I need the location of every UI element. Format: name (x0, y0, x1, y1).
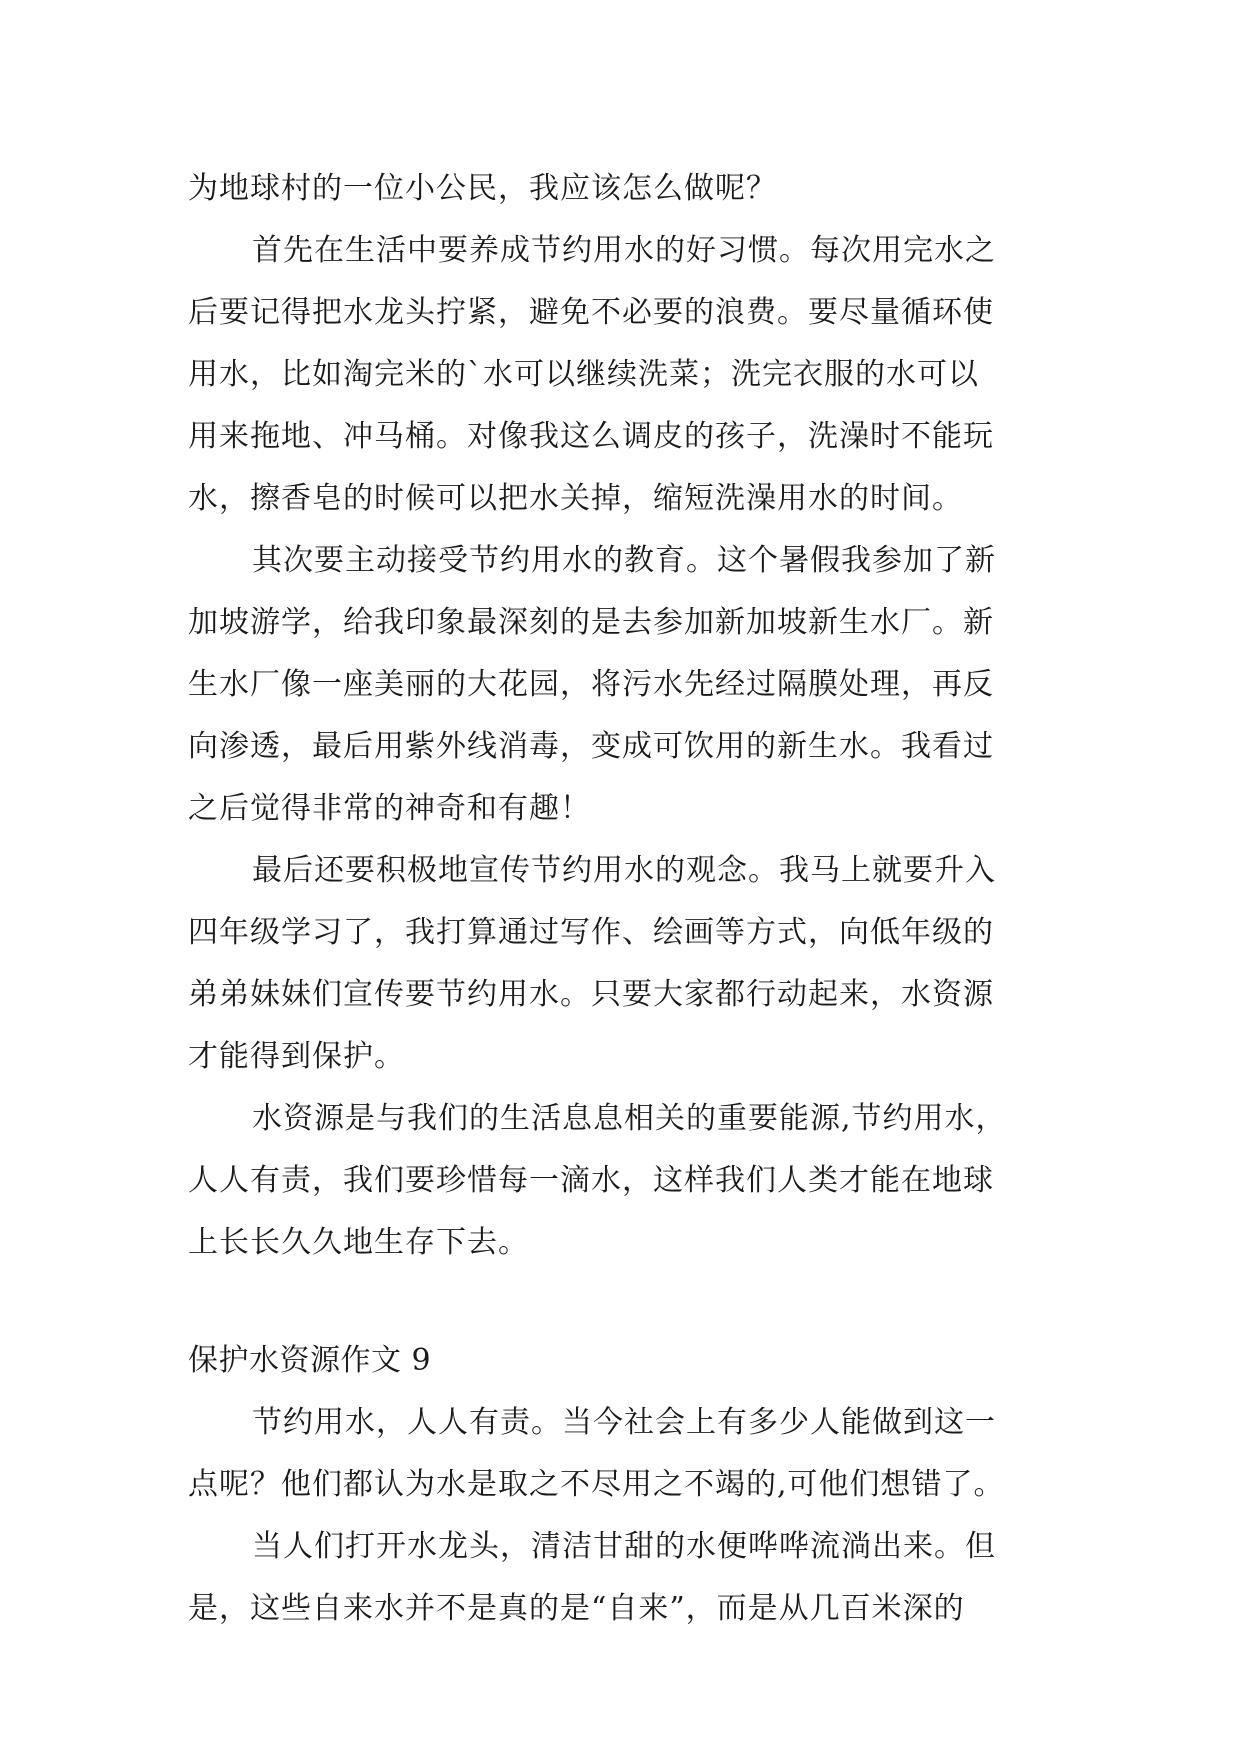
text-line: 节约用水，人人有责。当今社会上有多少人能做到这一 (252, 1405, 996, 1440)
text-line: 水资源是与我们的生活息息相关的重要能源,节约用水， (252, 1101, 1007, 1136)
paragraph (188, 530, 1052, 840)
text-line: 向渗透，最后用紫外线消毒，变成可饮用的新生水。我看过 (188, 729, 994, 764)
text-line: 点呢？他们都认为水是取之不尽用之不竭的,可他们想错了。 (188, 1467, 1005, 1502)
text-line: 才能得到保护。 (188, 1039, 405, 1074)
text-line: 用来拖地、冲马桶。对像我这么调皮的孩子，洗澡时不能玩 (188, 419, 994, 454)
document-body (188, 158, 1052, 1640)
text-line: 弟弟妹妹们宣传要节约用水。只要大家都行动起来，水资源 (188, 977, 994, 1012)
text-line: 加坡游学，给我印象最深刻的是去参加新加坡新生水厂。新 (188, 605, 994, 640)
text-line: 水，擦香皂的时候可以把水关掉，缩短洗澡用水的时间。 (188, 481, 963, 516)
paragraph (188, 1088, 1052, 1274)
paragraph (188, 1392, 1052, 1516)
text-line: 上长长久久地生存下去。 (188, 1225, 529, 1260)
text-line: 是，这些自来水并不是真的是“自来”，而是从几百米深的 (188, 1591, 965, 1626)
text-line: 之后觉得非常的神奇和有趣！ (188, 791, 591, 826)
section-title: 保护水资源作文 9 (188, 1343, 432, 1378)
section-spacer (188, 1274, 1052, 1330)
text-line: 其次要主动接受节约用水的教育。这个暑假我参加了新 (252, 543, 996, 578)
text-line: 四年级学习了，我打算通过写作、绘画等方式，向低年级的 (188, 915, 994, 950)
text-line: 生水厂像一座美丽的大花园，将污水先经过隔膜处理，再反 (188, 667, 994, 702)
paragraph (188, 220, 1052, 530)
text-line: 用水，比如淘完米的`水可以继续洗菜；洗完衣服的水可以 (188, 357, 979, 392)
text-line: 人人有责，我们要珍惜每一滴水，这样我们人类才能在地球 (188, 1163, 994, 1198)
paragraph (188, 840, 1052, 1088)
paragraph (188, 158, 1052, 220)
text-line: 首先在生活中要养成节约用水的好习惯。每次用完水之 (252, 233, 996, 268)
paragraph (188, 1516, 1052, 1640)
text-line: 当人们打开水龙头，清洁甘甜的水便哗哗流淌出来。但 (252, 1529, 996, 1564)
text-line: 为地球村的一位小公民，我应该怎么做呢？ (188, 171, 777, 206)
text-line: 最后还要积极地宣传节约用水的观念。我马上就要升入 (252, 853, 996, 888)
text-line: 后要记得把水龙头拧紧，避免不必要的浪费。要尽量循环使 (188, 295, 994, 330)
